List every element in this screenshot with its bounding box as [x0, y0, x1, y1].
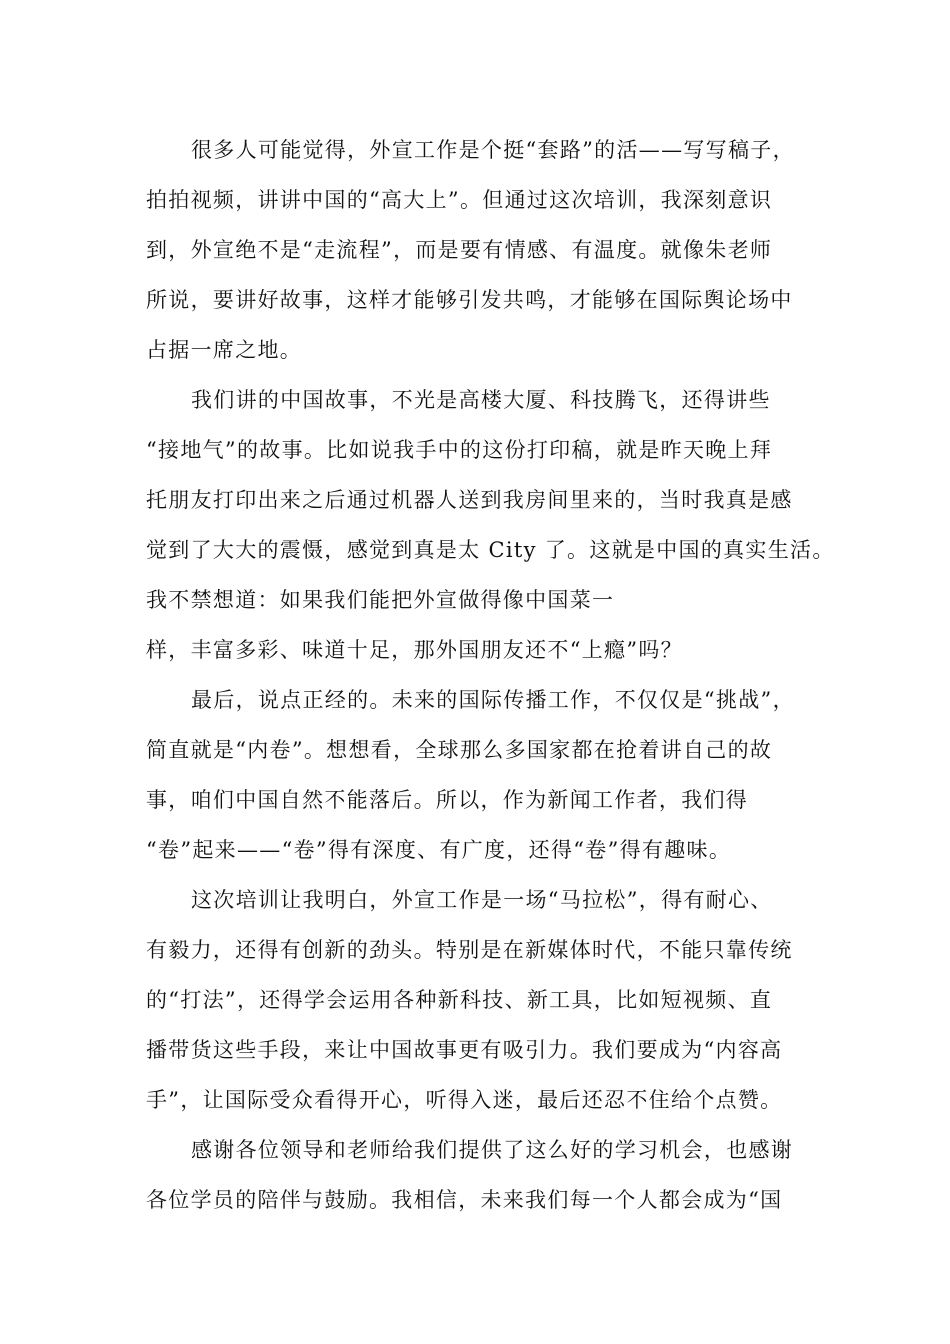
- paragraph-1-line-5: 占据一席之地。: [146, 338, 303, 362]
- paragraph-4-line-2: 有毅力，还得有创新的劲头。特别是在新媒体时代，不能只靠传统: [146, 938, 793, 962]
- paragraph-2-line-4: 觉到了大大的震慑，感觉到真是太 City 了。这就是中国的真实生活。: [146, 538, 835, 562]
- paragraph-4-line-4: 播带货这些手段，来让中国故事更有吸引力。我们要成为“内容高: [146, 1038, 783, 1062]
- paragraph-1-line-2: 拍拍视频，讲讲中国的“高大上”。但通过这次培训，我深刻意识: [146, 188, 773, 212]
- paragraph-2-line-3: 托朋友打印出来之后通过机器人送到我房间里来的，当时我真是感: [146, 488, 793, 512]
- paragraph-1-line-1: 很多人可能觉得，外宣工作是个挺“套路”的活——写写稿子，: [191, 138, 795, 162]
- paragraph-2-line-1: 我们讲的中国故事，不光是高楼大厦、科技腾飞，还得讲些: [191, 388, 771, 412]
- paragraph-2-line-2: “接地气”的故事。比如说我手中的这份打印稿，就是昨天晚上拜: [146, 438, 773, 462]
- paragraph-3-line-2: 简直就是“内卷”。想想看，全球那么多国家都在抢着讲自己的故: [146, 738, 773, 762]
- paragraph-4-line-3: 的“打法”，还得学会运用各种新科技、新工具，比如短视频、直: [146, 988, 773, 1012]
- paragraph-4-line-1: 这次培训让我明白，外宣工作是一场“马拉松”，得有耐心、: [191, 888, 773, 912]
- paragraph-2-line-6: 样，丰富多彩、味道十足，那外国朋友还不“上瘾”吗？: [146, 638, 683, 662]
- paragraph-3-line-3: 事，咱们中国自然不能落后。所以，作为新闻工作者，我们得: [146, 788, 749, 812]
- paragraph-3-line-4: “卷”起来——“卷”得有深度、有广度，还得“卷”得有趣味。: [146, 838, 732, 862]
- paragraph-1-line-4: 所说，要讲好故事，这样才能够引发共鸣，才能够在国际舆论场中: [146, 288, 793, 312]
- paragraph-3-line-1: 最后，说点正经的。未来的国际传播工作，不仅仅是“挑战”，: [191, 688, 795, 712]
- paragraph-2-line-5: 我不禁想道：如果我们能把外宣做得像中国菜一: [146, 588, 615, 612]
- paragraph-4-line-5: 手”，让国际受众看得开心，听得入迷，最后还忍不住给个点赞。: [146, 1088, 783, 1112]
- paragraph-1-line-3: 到，外宣绝不是“走流程”，而是要有情感、有温度。就像朱老师: [146, 238, 773, 262]
- paragraph-5-line-1: 感谢各位领导和老师给我们提供了这么好的学习机会，也感谢: [191, 1138, 794, 1162]
- paragraph-5-line-2: 各位学员的陪伴与鼓励。我相信，未来我们每一个人都会成为“国: [146, 1188, 783, 1212]
